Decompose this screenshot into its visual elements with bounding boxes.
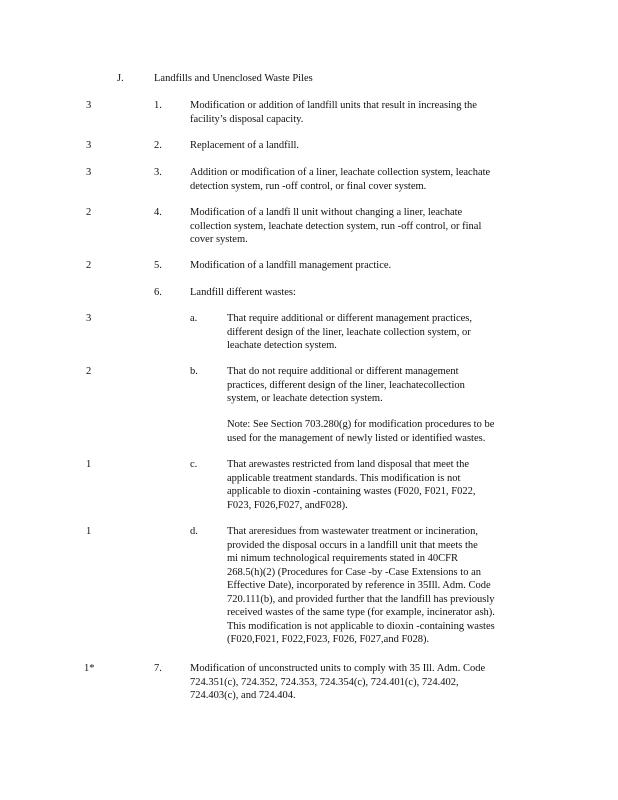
text-line: F023, F026,F027, andF028). bbox=[227, 499, 348, 511]
text-line: Addition or modification of a liner, leachate collection system, leachate bbox=[190, 167, 491, 178]
text-line: applicable to dioxin -containing wastes (F020, F021, F022, bbox=[227, 486, 476, 497]
item-number: 3. bbox=[154, 167, 162, 178]
class-number: 3 bbox=[86, 313, 92, 324]
text-line: 724.403(c), and 724.404. bbox=[190, 690, 296, 701]
subitem-letter: c. bbox=[190, 459, 198, 470]
text-line: Modification or addition of landfill units that result in increasing the bbox=[190, 100, 477, 111]
text-line: Modification of unconstructed units to comply with 35 Ill. Adm. Code bbox=[190, 663, 486, 674]
text-line: That require additional or different management practices, bbox=[227, 313, 472, 324]
subitem-text bbox=[227, 525, 533, 647]
text-line: 268.5(h)(2) (Procedures for Case -by -Case Extensions to an bbox=[227, 566, 481, 578]
class-number: 1 bbox=[86, 526, 92, 537]
text-line: collection system, leachate detection system, run -off control, or final bbox=[190, 220, 482, 232]
text-line: Landfill different wastes: bbox=[190, 287, 296, 298]
subitem-letter: a. bbox=[190, 313, 198, 324]
text-line: Replacement of a landfill. bbox=[190, 140, 300, 151]
text-line: leachate detection system. bbox=[227, 340, 337, 351]
item-number: 6. bbox=[154, 287, 162, 298]
text-line: That arewastes restricted from land disposal that meet the bbox=[227, 459, 469, 470]
text-line: used for the management of newly listed or identified wastes. bbox=[227, 432, 486, 444]
text-line: That areresidues from wastewater treatment or incineration, bbox=[227, 526, 479, 537]
section-title: Landfills and Unenclosed Waste Piles bbox=[154, 73, 313, 84]
text-line: This modification is not applicable to dioxin -containing wastes bbox=[227, 620, 495, 632]
class-number: 3 bbox=[86, 167, 92, 178]
text-line: Modification of a landfi ll unit without changing a liner, leachate bbox=[190, 207, 463, 218]
text-line: detection system, run -off control, or final cover system. bbox=[190, 180, 427, 192]
text-line: system, or leachate detection system. bbox=[227, 393, 383, 404]
subitem-letter: d. bbox=[190, 526, 198, 537]
text-line: 720.111(b), and provided further that the landfill has previously bbox=[227, 593, 495, 605]
class-number: 3 bbox=[86, 140, 92, 151]
text-line: 724.351(c), 724.352, 724.353, 724.354(c), 724.401(c), 724.402, bbox=[190, 676, 459, 688]
subitem-letter: b. bbox=[190, 366, 198, 377]
item-number: 1. bbox=[154, 100, 162, 111]
subitem-text bbox=[227, 312, 533, 353]
text-line: facility’s disposal capacity. bbox=[190, 113, 304, 125]
item-number: 4. bbox=[154, 207, 162, 218]
subitem-text bbox=[227, 365, 533, 406]
class-number: 2 bbox=[86, 207, 92, 218]
text-line: cover system. bbox=[190, 234, 248, 245]
text-line: different design of the liner, leachate collection system, or bbox=[227, 326, 471, 338]
item-text bbox=[190, 139, 530, 153]
subitem-text bbox=[227, 458, 533, 512]
text-line: Effective Date), incorporated by reference in 35Ill. Adm. Code bbox=[227, 580, 491, 591]
text-line: applicable treatment standards. This modification is not bbox=[227, 472, 461, 484]
text-line: Note: See Section 703.280(g) for modification procedures to be bbox=[227, 419, 495, 430]
item-text bbox=[190, 206, 530, 247]
item-text bbox=[190, 662, 530, 703]
text-line: received wastes of the same type (for example, incinerator ash). bbox=[227, 607, 495, 618]
item-text bbox=[190, 286, 530, 300]
item-text bbox=[190, 166, 530, 193]
text-line: Modification of a landfill management practice. bbox=[190, 260, 392, 271]
note-text bbox=[227, 418, 533, 445]
item-number: 5. bbox=[154, 260, 162, 271]
section-letter: J. bbox=[117, 73, 124, 84]
item-number: 7. bbox=[154, 663, 162, 674]
class-number: 1 bbox=[86, 459, 92, 470]
class-number: 2 bbox=[86, 366, 92, 377]
text-line: That do not require additional or different management bbox=[227, 366, 459, 377]
class-number: 2 bbox=[86, 260, 92, 271]
text-line: provided the disposal occurs in a landfill unit that meets the bbox=[227, 539, 478, 551]
class-number: 1* bbox=[84, 663, 95, 674]
item-text bbox=[190, 259, 530, 273]
text-line: mi nimum technological requirements stated in 40CFR bbox=[227, 553, 458, 564]
class-number: 3 bbox=[86, 100, 92, 111]
text-line: (F020,F021, F022,F023, F026, F027,and F028). bbox=[227, 634, 430, 645]
item-text bbox=[190, 99, 530, 126]
text-line: practices, different design of the liner, leachatecollection bbox=[227, 379, 465, 391]
item-number: 2. bbox=[154, 140, 162, 151]
